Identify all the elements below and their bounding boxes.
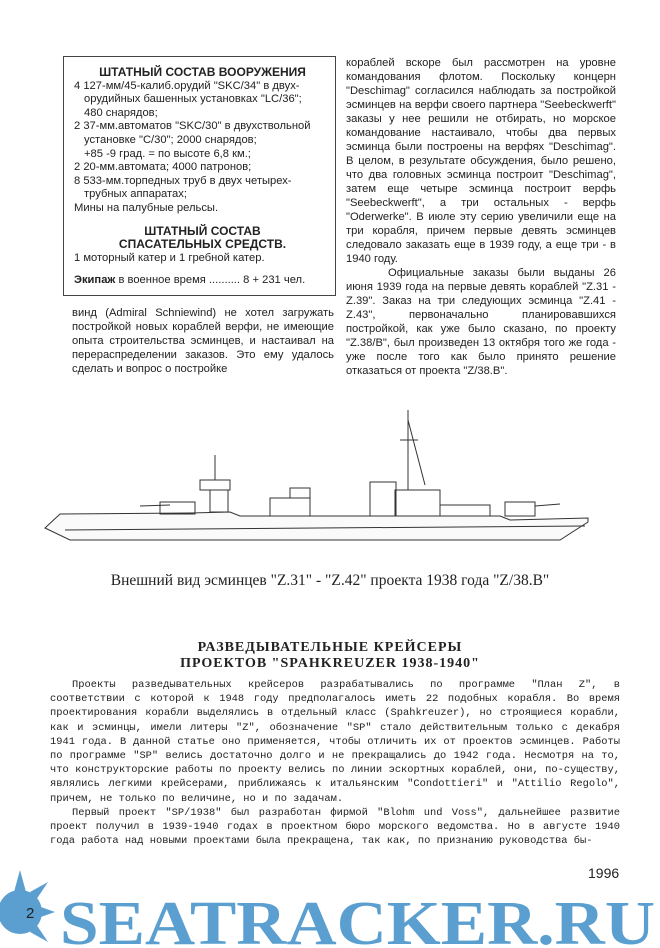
left-column — [63, 56, 338, 376]
figure-caption: Внешний вид эсминцев "Z.31" - "Z.42" проекта 1938 года "Z/38.B" — [110, 572, 550, 589]
destroyer-profile-drawing — [40, 410, 600, 555]
watermark-text: SEATRACKER.RU — [60, 890, 655, 948]
armament-line: +85 -9 град. = по высоте 6,8 км.; — [84, 147, 251, 160]
armament-line: орудийных башенных установках "LC/36"; — [84, 93, 302, 106]
armament-title: ШТАТНЫЙ СОСТАВ ВООРУЖЕНИЯ — [99, 65, 306, 79]
crew-line — [74, 274, 331, 288]
crew-label: Экипаж — [74, 274, 116, 287]
armament-line: 480 снарядов; — [84, 106, 158, 119]
armament-line: трубных аппаратах; — [84, 188, 187, 201]
lifesaving-title: ШТАТНЫЙ СОСТАВ — [144, 223, 261, 238]
heading-line: РАЗВЕДЫВАТЕЛЬНЫЕ КРЕЙСЕРЫ — [197, 640, 463, 655]
armament-line: 4 127-мм/45-калиб.орудий "SKC/34" в двух- — [74, 79, 300, 92]
armament-line: 2 37-мм.автоматов "SKC/30" в двухствольной — [74, 120, 311, 133]
lifesaving-title: СПАСАТЕЛЬНЫХ СРЕДСТВ. — [118, 237, 287, 252]
armament-line: 8 533-мм.торпедных труб в двух четырех- — [74, 174, 292, 187]
section-heading — [0, 640, 660, 672]
paragraph: кораблей вскоре был рассмотрен на уровне командования флотом. Поскольку концерн "Deschimag" согласился наблюдать за постройкой эсминцев на верфи своего партнера "Seebeckwerft" заказы у нее решили не отбирать, но морское командование настаивало, чтобы два первых эсминца были построены на верфях "Deschimag". В целом, в результате обсуждения, было решено, что два головных эсминца построит "Deschimag", затем еще четыре эсминца построит верфь "Seebeckwerft", а три остальных - верфь "Oderwerke". В июле эту серию увеличили еще на три корабля, причем первые девять эсминцев следовало заказать еще в 1939 году, а еще три - в 1940 году. — [346, 57, 616, 265]
page-number: 2 — [26, 905, 35, 922]
left-column-text: винд (Admiral Schniewind) не хотел загружать постройкой новых кораблей верфи, не имеющие опыта строительства эсминцев, и настаивал на перераспределении заказов. Это ему удалось сделать и вопрос о постройке — [72, 306, 334, 375]
paragraph: Первый проект "SP/1938" был разработан фирмой "Blohm und Voss", дальнейшее развитие проект получил в 1939-1940 годах в проектном бюро морского ведомства. Но в августе 1940 года работа над новыми проектами была прекращена, так как, по признанию руководства бы- — [50, 806, 620, 848]
paragraph: Официальные заказы были выданы 26 июня 1939 года на первые девять кораблей "Z.31 - Z.39". Заказ на три следующих эсминца "Z.41 - Z.43", первоначально планировавшихся постройкой, как уже было сказано, по проекту "Z.38/B", был произведен 13 октября того же года - уже после того как было принято решение отказаться от проекта "Z/38.B". — [346, 267, 616, 377]
armament-line: Мины на палубные рельсы. — [74, 201, 219, 214]
heading-line: ПРОЕКТОВ "SPAHKREUZER 1938-1940" — [180, 656, 480, 671]
armament-line: установке "C/30"; 2000 снарядов; — [84, 133, 257, 146]
right-column — [346, 56, 616, 378]
crew-text: в военное время .......... 8 + 231 чел. — [115, 274, 306, 287]
watermark-logo — [0, 870, 660, 948]
body-text — [50, 678, 620, 848]
year: 1996 — [588, 865, 620, 881]
armament-box — [63, 56, 336, 296]
paragraph: Проекты разведывательных крейсеров разрабатывались по программе "План Z", в соответствии с которой к 1948 году предполагалось иметь 22 подобных корабля. Во время проектирования корабли выделялись в отдельный класс (Spahkreuzer), но строящиеся корабли, как и эсминцы, имели литеры "Z", обозначение "SP" стало действительным только с декабря 1941 года. В данной статье оно применяется, чтобы отличить их от проектов эсминцев. Работы по программе "SP" велись достаточно долго и не прекращались до 1942 года. Несмотря на то, что конструкторские работы по проекту велись по линии эскортных кораблей, они, по-существу, являлись легкими крейсерами, приближаясь к итальянским "Condottieri" и "Attilio Regolo", причем, не только по величине, но и по задачам. — [50, 679, 620, 805]
lifesaving-text: 1 моторный катер и 1 гребной катер. — [74, 251, 265, 264]
armament-line: 2 20-мм.автомата; 4000 патронов; — [74, 161, 252, 174]
